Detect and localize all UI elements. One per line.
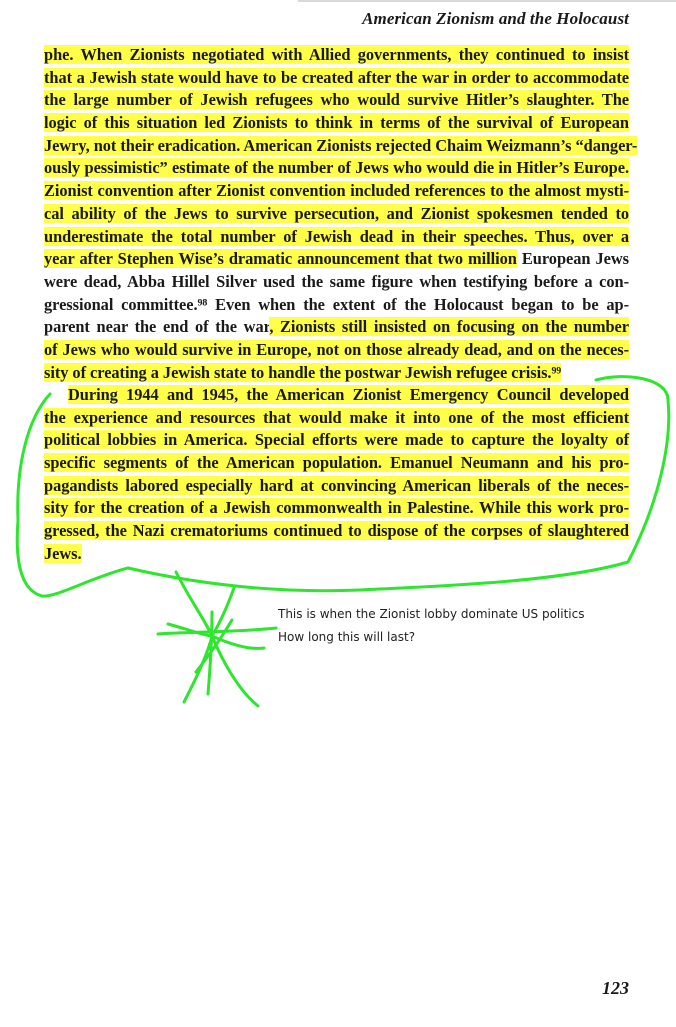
highlighted-text: cal ability of the Jews to survive persecution, and Zionist spokesmen tended to xyxy=(44,203,629,223)
highlighted-text: Zionist convention after Zionist convention included references to the almost mysti- xyxy=(44,181,629,201)
text-line xyxy=(44,362,629,385)
plain-text: gressional committee.⁹⁸ Even when the extent of the Holocaust began to be ap- xyxy=(44,294,629,314)
highlighted-text: During 1944 and 1945, the American Zionist Emergency Council developed xyxy=(68,385,629,404)
highlighted-text: gressed, the Nazi crematoriums continued to dispose of the corpses of slaughtered xyxy=(44,521,629,541)
highlighted-text: underestimate the total number of Jewish dead in their speeches. Thus, over a xyxy=(44,226,629,246)
text-line xyxy=(44,67,629,90)
text-line xyxy=(44,89,629,112)
text-line xyxy=(44,339,629,362)
text-line xyxy=(44,157,629,180)
highlighted-text: sity for the creation of a Jewish commonwealth in Palestine. While this work pro- xyxy=(44,498,629,518)
text-line xyxy=(44,226,629,249)
text-line xyxy=(44,407,629,430)
text-line xyxy=(44,180,629,203)
text-line xyxy=(44,271,629,294)
text-line xyxy=(44,497,629,520)
text-line xyxy=(44,44,629,67)
text-line xyxy=(44,316,629,339)
top-divider xyxy=(298,0,676,2)
highlighted-text: the large number of Jewish refugees who would survive Hitler’s slaughter. The xyxy=(44,90,629,110)
handwritten-note-line-1: This is when the Zionist lobby dominate US politics xyxy=(278,607,585,621)
paragraph-2 xyxy=(44,384,629,566)
text-line xyxy=(44,384,629,407)
text-line xyxy=(44,203,629,226)
plain-text: parent near the end of the war xyxy=(44,317,270,337)
highlighted-text: that a Jewish state would have to be created after the war in order to accommodate xyxy=(44,67,629,87)
text-line xyxy=(44,520,629,543)
highlighted-text: phe. When Zionists negotiated with Allied governments, they continued to insist xyxy=(44,45,629,64)
plain-text: European Jews xyxy=(516,249,629,269)
text-line xyxy=(44,475,629,498)
ink-star-icon xyxy=(158,572,276,706)
highlighted-text: Jewry, not their eradication. American Zionists rejected Chaim Weizmann’s “danger- xyxy=(44,135,638,155)
running-header: American Zionism and the Holocaust xyxy=(362,9,629,28)
highlighted-text: sity of creating a Jewish state to handle the postwar Jewish refugee crisis.⁹⁹ xyxy=(44,362,562,382)
highlighted-text: of Jews who would survive in Europe, not on those already dead, and on the neces- xyxy=(44,339,629,359)
paragraph-1 xyxy=(44,44,638,384)
highlighted-text: political lobbies in America. Special efforts were made to capture the loyalty of xyxy=(44,430,629,450)
highlighted-text: pagandists labored especially hard at convincing American liberals of the neces- xyxy=(44,475,629,495)
text-line xyxy=(44,112,629,135)
highlighted-text: year after Stephen Wise’s dramatic announcement that two million xyxy=(44,249,517,269)
text-line xyxy=(44,429,629,452)
text-line xyxy=(44,294,629,317)
highlighted-text: , Zionists still insisted on focusing on the number xyxy=(269,317,629,337)
highlighted-text: ously pessimistic” estimate of the number of Jews who would die in Hitler’s Europe. xyxy=(44,158,629,178)
text-line xyxy=(44,452,629,475)
handwritten-note-line-2: How long this will last? xyxy=(278,630,416,644)
highlighted-text: Jews. xyxy=(44,543,82,563)
highlighted-text: specific segments of the American population. Emanuel Neumann and his pro- xyxy=(44,453,629,473)
plain-text: were dead, Abba Hillel Silver used the same figure when testifying before a con- xyxy=(44,271,629,291)
highlighted-text: the experience and resources that would make it into one of the most efficient xyxy=(44,407,629,427)
text-line xyxy=(44,248,629,271)
text-line xyxy=(44,543,629,566)
text-line xyxy=(44,135,638,158)
page-number: 123 xyxy=(602,978,629,998)
highlighted-text: logic of this situation led Zionists to think in terms of the survival of European xyxy=(44,113,629,133)
